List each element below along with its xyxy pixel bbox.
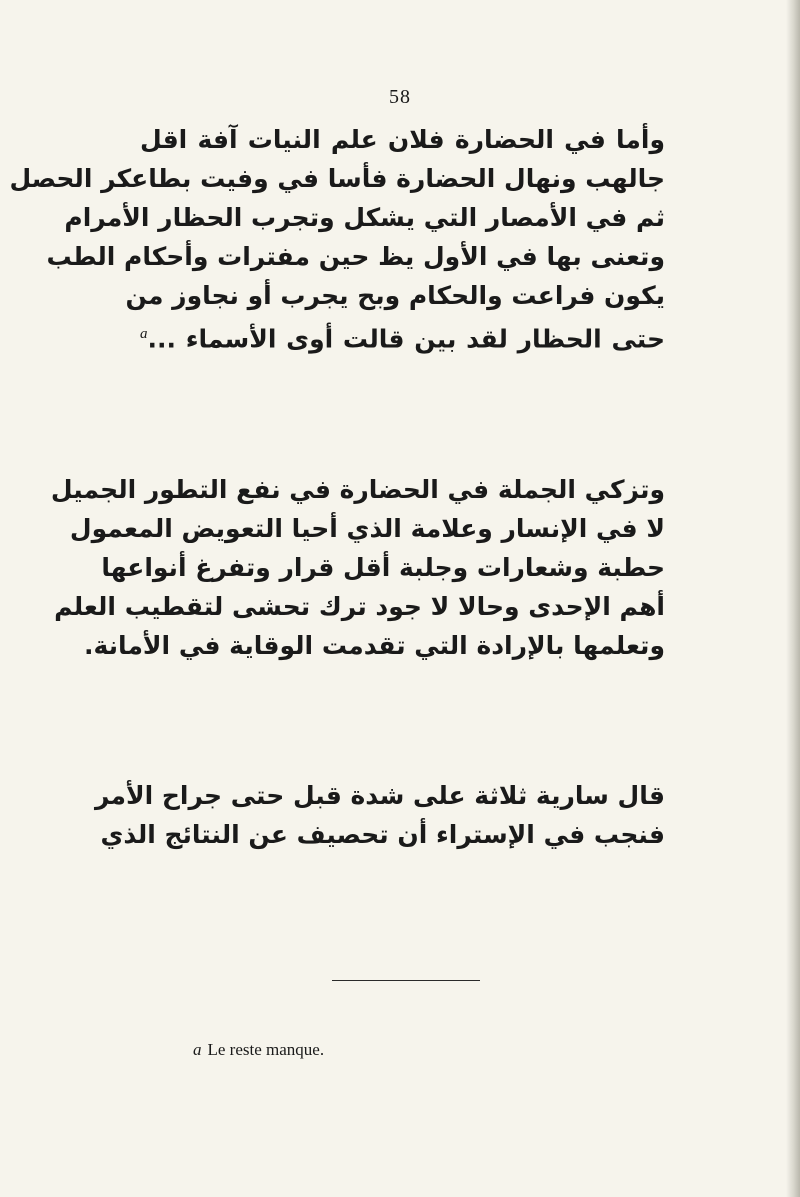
- text-line: قال سارية ثلاثة على شدة قبل حتى جراح الأمر: [94, 781, 665, 810]
- footnote-marker: a: [193, 1040, 202, 1059]
- text-line: حطبة وشعارات وجلبة أقل قرار وتفرغ أنواعها: [101, 553, 665, 582]
- page-edge-shadow: [786, 0, 800, 1197]
- text-line: وتعنى بها في الأول يظ حين مفترات وأحكام الطب: [46, 242, 665, 271]
- text-line: لا في الإنسار وعلامة الذي أحيا التعويض المعمول: [69, 514, 665, 543]
- text-line: ثم في الأمصار التي يشكل وتجرب الحظار الأمرام: [64, 203, 665, 232]
- text-line: وتعلمها بالإرادة التي تقدمت الوقاية في الأمانة.: [84, 631, 665, 660]
- footnote: [193, 1040, 324, 1060]
- text-line: وتزكي الجملة في الحضارة في نفع التطور الجميل: [50, 475, 665, 504]
- page-number: 58: [389, 86, 411, 108]
- paragraph-2: [50, 470, 665, 665]
- paragraph-1: [9, 120, 665, 354]
- text-line-with-marker: [140, 315, 665, 354]
- text-line: جالهب ونهال الحضارة فأسا في وفيت بطاعكر الحصل: [9, 164, 665, 193]
- text-line: وأما في الحضارة فلان علم النيات آفة اقل: [140, 125, 665, 154]
- text-line: يكون فراعت والحكام وبح يجرب أو نجاوز من: [125, 281, 665, 310]
- footnote-text: Le reste manque.: [207, 1040, 325, 1059]
- footnote-divider: [332, 980, 480, 981]
- text-line: فنجب في الإستراء أن تحصيف عن النتائج الذي: [100, 820, 665, 849]
- text-fragment: حتى الحظار لقد بين قالت أوى الأسماء ...: [147, 324, 665, 354]
- text-line: أهم الإحدى وحالا لا جود ترك تحشى لتقطيب العلم: [54, 592, 665, 621]
- footnote-reference: a: [140, 326, 148, 342]
- paragraph-3: [94, 776, 665, 854]
